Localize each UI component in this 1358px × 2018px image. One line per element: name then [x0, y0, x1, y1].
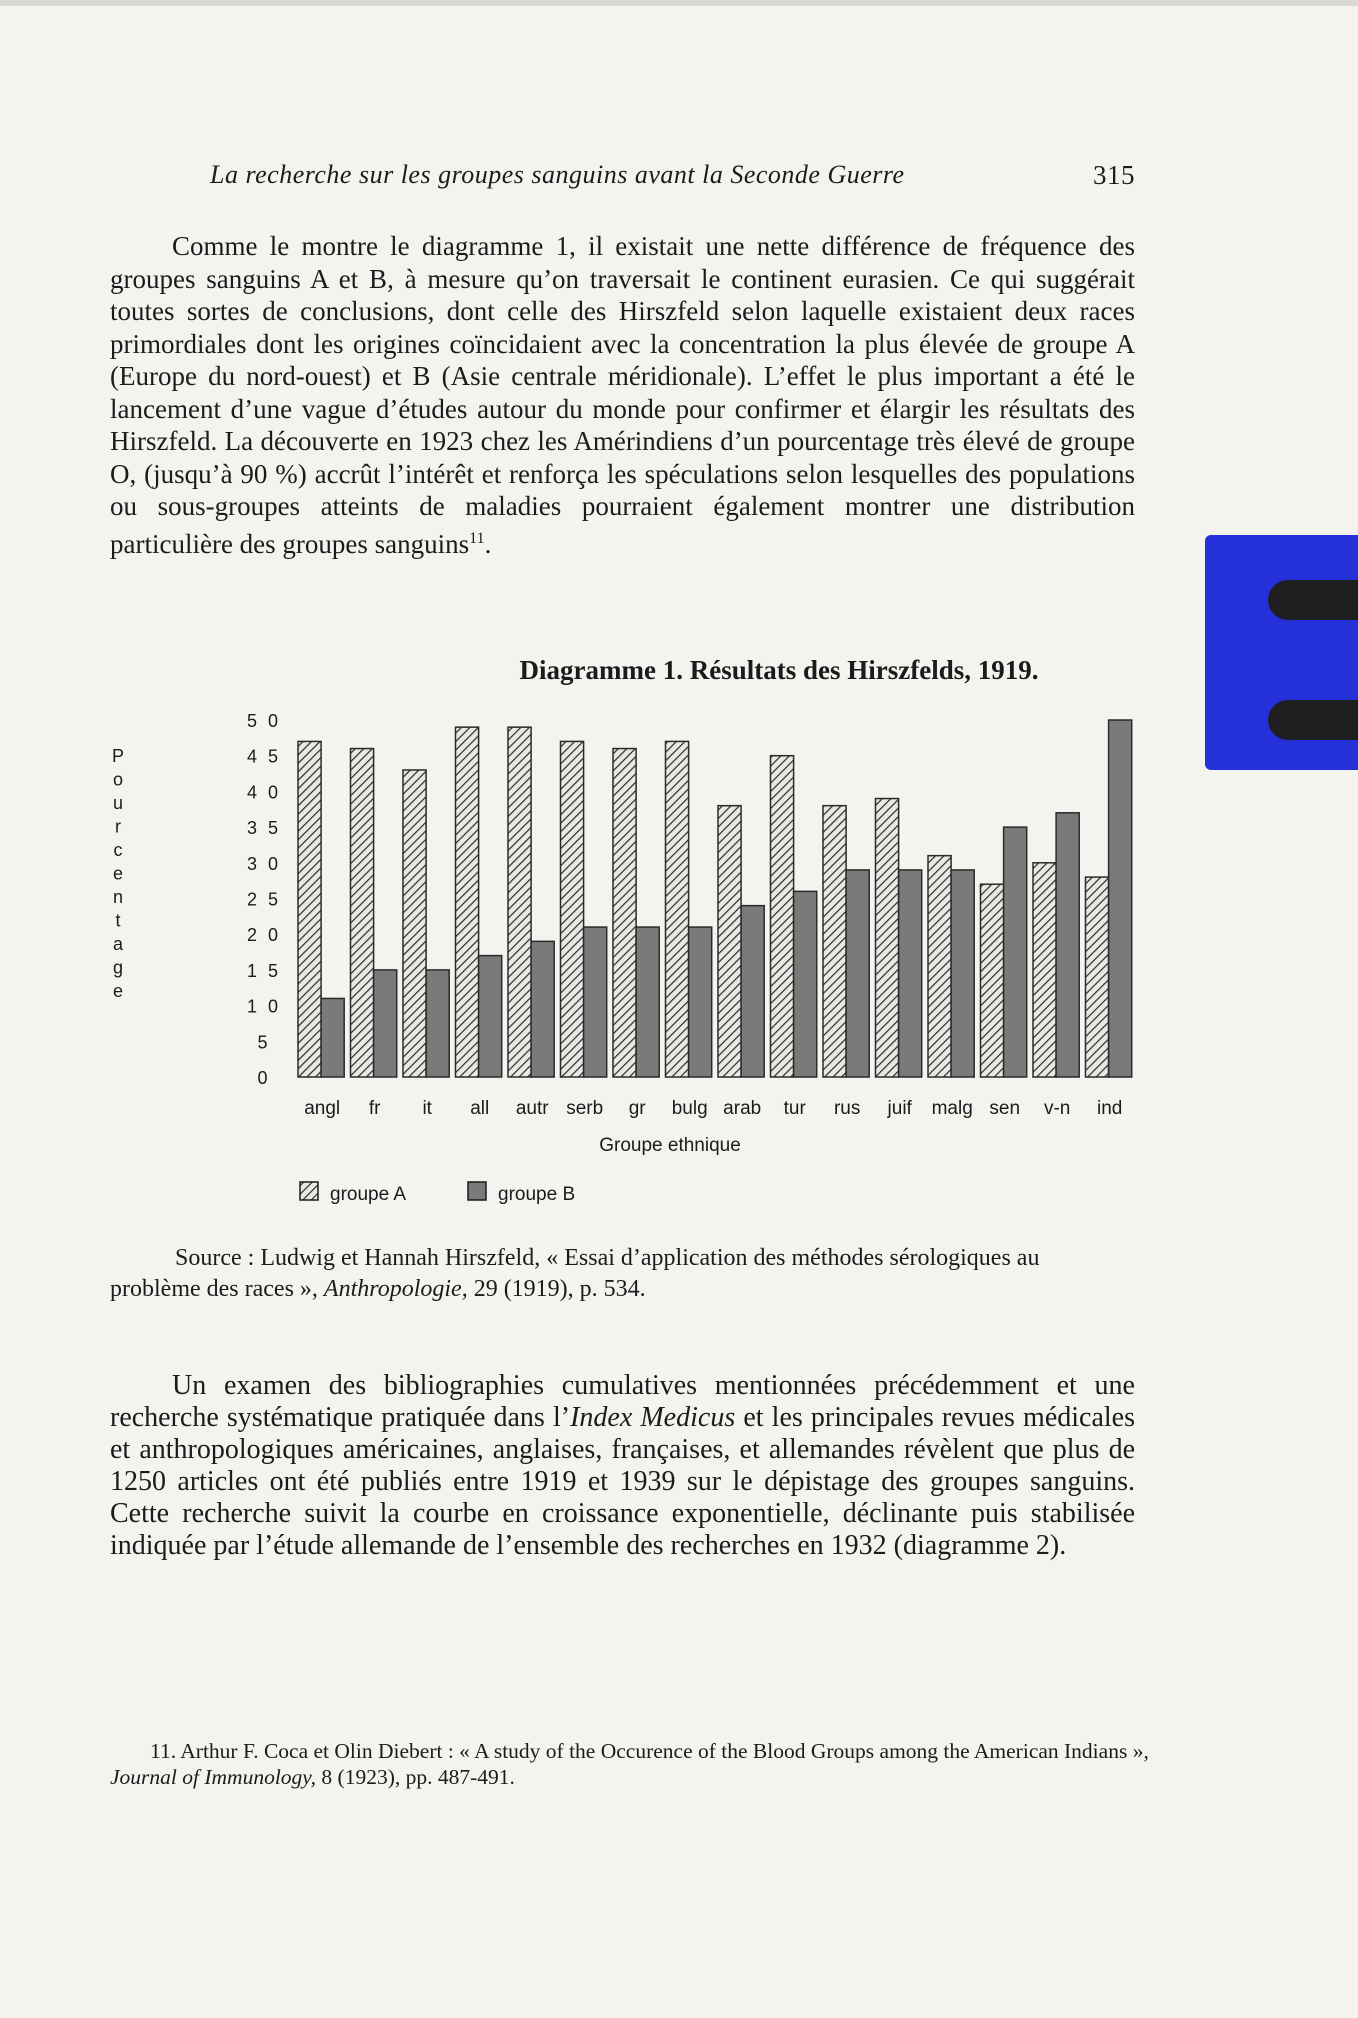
bar-groupe-a-serb: [561, 741, 584, 1077]
bar-groupe-a-rus: [823, 806, 846, 1077]
y-tick-label: 2 0: [246, 925, 282, 946]
x-tick-label: it: [422, 1098, 432, 1119]
bar-groupe-b-bulg: [689, 927, 712, 1077]
bar-groupe-b-malg: [951, 870, 974, 1077]
bar-groupe-b-ind: [1109, 720, 1132, 1077]
source-journal: Anthropologie,: [323, 1276, 468, 1302]
bar-groupe-b-all: [479, 956, 502, 1077]
paragraph-1-text: Comme le montre le diagramme 1, il existait une nette différence de fréquence des groupes sanguins A et B, à mesure qu’on traversait le continent eurasien. Ce qui suggérait toutes sortes de conclusions, dont celle des Hirszfeld selon laquelle existaient deux races primordiales dont les origines coïncidaient avec la concentration la plus élevée de groupe A (Europe du nord-ouest) et B (Asie centrale méridionale). L’effet le plus important a été le lancement d’une vague d’études autour du monde pour confirmer et élargir les résultats des Hirszfeld. La découverte en 1923 chez les Amérindiens d’un pourcentage très élevé de groupe O, (jusqu’à 90 %) accrût l’intérêt et renforça les spéculations selon lesquelles des populations ou sous-groupes atteints de maladies pourraient également montrer une distribution particulière des groupes sanguins: [110, 231, 1135, 559]
footnote-journal: Journal of Immunology,: [110, 1765, 317, 1789]
legend-swatch-b: [468, 1182, 486, 1200]
bar-groupe-b-fr: [374, 970, 397, 1077]
bars: [298, 720, 1132, 1077]
y-axis-label: [112, 746, 124, 1001]
bar-groupe-a-sen: [981, 884, 1004, 1077]
bar-groupe-a-bulg: [666, 741, 689, 1077]
x-axis-ticks: [304, 1098, 1122, 1119]
chart-title: Diagramme 1. Résultats des Hirszfelds, 1919.: [519, 655, 1039, 685]
x-tick-label: bulg: [671, 1098, 708, 1119]
x-axis-label: Groupe ethnique: [599, 1135, 741, 1156]
y-tick-label: 3 0: [246, 853, 282, 874]
y-tick-label: 4 0: [246, 782, 282, 803]
paragraph-2-italic: Index Medicus: [570, 1402, 736, 1433]
x-tick-label: malg: [931, 1098, 973, 1119]
bar-groupe-a-autr: [508, 727, 531, 1077]
chart-source: [110, 1243, 1135, 1305]
bar-groupe-b-rus: [846, 870, 869, 1077]
source-text: Source : Ludwig et Hannah Hirszfeld, « Essai d’application des méthodes sérologiques au problème des races »,: [110, 1245, 1040, 1302]
y-tick-label: 1 0: [246, 996, 282, 1017]
source-rest: 29 (1919), p. 534.: [467, 1276, 646, 1302]
y-tick-label: 5: [257, 1032, 271, 1053]
y-tick-label: 3 5: [246, 818, 282, 839]
paragraph-2-part2: et les principales revues médicales et anthropologiques américaines, anglaises, françaises, et allemandes révèlent que plus de 1250 articles ont été publiés entre 1919 et 1939 sur le dépistage des groupes sanguins. Cette recherche suivit la courbe en croissance exponentielle, déclinante puis stabilisée indiquée par l’étude allemande de l’ensemble des recherches en 1932 (diagramme 2).: [110, 1402, 1135, 1561]
bar-groupe-b-autr: [531, 941, 554, 1077]
x-tick-label: serb: [566, 1098, 604, 1119]
bar-groupe-a-ind: [1086, 877, 1109, 1077]
bar-groupe-a-fr: [351, 749, 374, 1077]
x-tick-label: sen: [989, 1098, 1021, 1119]
bar-groupe-a-v-n: [1033, 863, 1056, 1077]
footnote-rest: 8 (1923), pp. 487-491.: [316, 1765, 515, 1789]
x-tick-label: gr: [628, 1098, 646, 1119]
x-tick-label: tur: [783, 1098, 806, 1119]
paragraph-2: [110, 1370, 1135, 1562]
bar-groupe-a-gr: [613, 749, 636, 1077]
bar-groupe-b-gr: [636, 927, 659, 1077]
x-tick-label: fr: [368, 1098, 381, 1119]
bar-groupe-a-all: [456, 727, 479, 1077]
bar-groupe-b-angl: [321, 998, 344, 1077]
footnote-text: 11. Arthur F. Coca et Olin Diebert : « A study of the Occurence of the Blood Groups among the American Indians »,: [150, 1739, 1149, 1763]
y-tick-label: 2 5: [246, 889, 282, 910]
x-tick-label: ind: [1097, 1098, 1123, 1119]
y-tick-label: 4 5: [246, 746, 282, 767]
legend-swatch-a: [300, 1182, 318, 1200]
legend-label: groupe B: [498, 1184, 576, 1205]
page-number: 315: [1093, 160, 1135, 190]
x-tick-label: autr: [515, 1098, 549, 1119]
y-tick-label: 5 0: [246, 711, 282, 731]
bar-groupe-a-it: [403, 770, 426, 1077]
x-tick-label: juif: [887, 1098, 912, 1119]
x-tick-label: v-n: [1043, 1098, 1071, 1119]
bar-groupe-b-serb: [584, 927, 607, 1077]
binder-clip-band-bottom: [1268, 700, 1358, 740]
binder-clip-band-top: [1268, 580, 1358, 620]
footnote-ref: 11: [469, 529, 485, 547]
x-tick-label: arab: [723, 1098, 762, 1119]
y-tick-label: 0: [257, 1068, 271, 1088]
bar-groupe-b-v-n: [1056, 813, 1079, 1077]
y-axis-ticks: [247, 711, 281, 1088]
bar-groupe-a-tur: [771, 756, 794, 1077]
bar-groupe-a-malg: [928, 856, 951, 1077]
running-title: La recherche sur les groupes sanguins avant la Seconde Guerre: [210, 160, 905, 189]
paragraph-1-end: .: [484, 528, 492, 559]
bar-groupe-b-sen: [1004, 827, 1027, 1077]
bar-groupe-b-arab: [741, 906, 764, 1077]
bar-groupe-a-angl: [298, 741, 321, 1077]
bar-groupe-b-juif: [899, 870, 922, 1077]
y-tick-label: 1 5: [246, 960, 282, 981]
paragraph-2-part1: Un examen des bibliographies cumulatives mentionnées précédemment et une recherche systématique pratiquée dans l’: [110, 1370, 1135, 1433]
bar-groupe-b-tur: [794, 891, 817, 1077]
legend-label: groupe A: [330, 1184, 407, 1205]
legend: [300, 1182, 575, 1205]
bar-groupe-b-it: [426, 970, 449, 1077]
bar-groupe-a-juif: [876, 799, 899, 1077]
x-tick-label: angl: [304, 1098, 341, 1119]
bar-groupe-a-arab: [718, 806, 741, 1077]
x-tick-label: all: [470, 1098, 490, 1119]
footnote: [110, 1738, 1175, 1790]
y-axis-label-text: P o u r c e n t a g e: [111, 746, 125, 1001]
x-tick-label: rus: [833, 1098, 861, 1119]
